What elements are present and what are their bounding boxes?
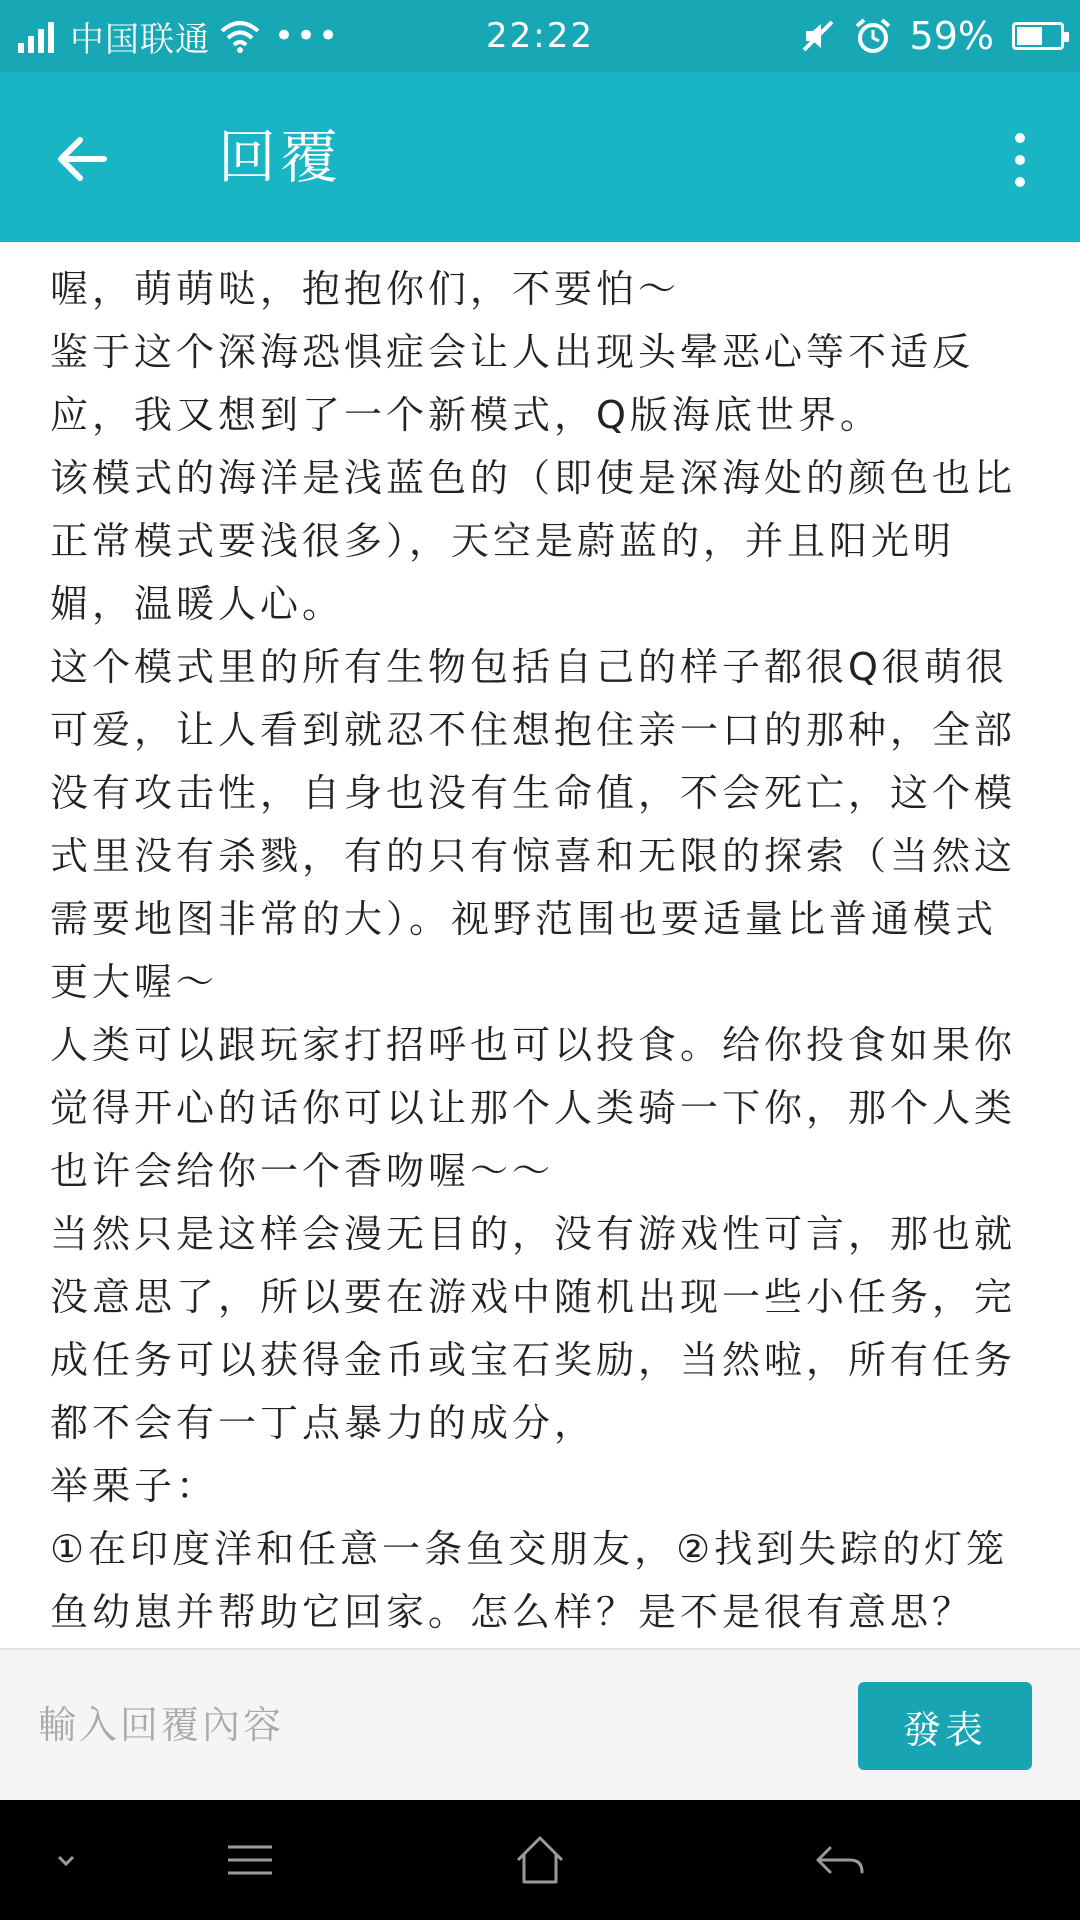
- page-title: 回覆: [218, 123, 343, 191]
- post-paragraph: 当然只是这样会漫无目的，没有游戏性可言，那也就没意思了，所以要在游戏中随机出现一些小任务，完成任务可以获得金币或宝石奖励，当然啦，所有任务都不会有一丁点暴力的成分，: [50, 1212, 1017, 1445]
- navigation-bar: [0, 1800, 1080, 1920]
- post-paragraph: 鉴于这个深海恐惧症会让人出现头晕恶心等不适反应，我又想到了一个新模式，Q版海底世界。: [50, 330, 975, 437]
- mute-icon: [800, 18, 836, 54]
- battery-level: [1017, 27, 1042, 45]
- menu-icon[interactable]: [220, 1830, 280, 1890]
- reply-bar: [0, 1648, 1080, 1800]
- post-paragraph: 该模式的海洋是浅蓝色的（即使是深海处的颜色也比正常模式要浅很多），天空是蔚蓝的，并且阳光明媚，温暖人心。: [50, 456, 1017, 626]
- clock: 22:22: [486, 16, 594, 56]
- post-paragraph: 举栗子：: [50, 1464, 219, 1508]
- chevron-down-icon[interactable]: [36, 1830, 96, 1890]
- back-icon[interactable]: [810, 1830, 870, 1890]
- arrow-left-icon[interactable]: [50, 127, 114, 191]
- alarm-icon: [854, 17, 892, 55]
- reply-input[interactable]: [36, 1678, 820, 1772]
- carrier-name: 中国联通: [70, 19, 210, 60]
- status-right: [800, 0, 1064, 72]
- more-vertical-icon[interactable]: [1008, 132, 1032, 188]
- post-paragraph: 人类可以跟玩家打招呼也可以投食。给你投食如果你觉得开心的话你可以让那个人类骑一下你，那个人类也许会给你一个香吻喔～～: [50, 1023, 1017, 1193]
- battery-icon: [1012, 22, 1064, 50]
- post-paragraph: 这个模式里的所有生物包括自己的样子都很Q很萌很可爱，让人看到就忍不住想抱住亲一口的那种，全部没有攻击性，自身也没有生命值，不会死亡，这个模式里没有杀戮，有的只有惊喜和无限的探索（当然这需要地图非常的大）。视野范围也要适量比普通模式更大喔～: [50, 645, 1017, 1004]
- battery-percent: 59%: [909, 14, 994, 58]
- publish-button[interactable]: 發表: [858, 1682, 1032, 1770]
- post-paragraph: ①在印度洋和任意一条鱼交朋友，②找到失踪的灯笼鱼幼崽并帮助它回家。怎么样？是不是很有意思？: [50, 1527, 1009, 1634]
- status-bar: [0, 0, 1080, 72]
- post-text: [0, 242, 1080, 1644]
- home-icon[interactable]: [510, 1830, 570, 1890]
- post-content: [0, 242, 1080, 1648]
- app-bar: [0, 72, 1080, 242]
- more-notifications-icon: •••: [274, 16, 341, 56]
- post-paragraph: 喔，萌萌哒，抱抱你们，不要怕～: [50, 267, 681, 311]
